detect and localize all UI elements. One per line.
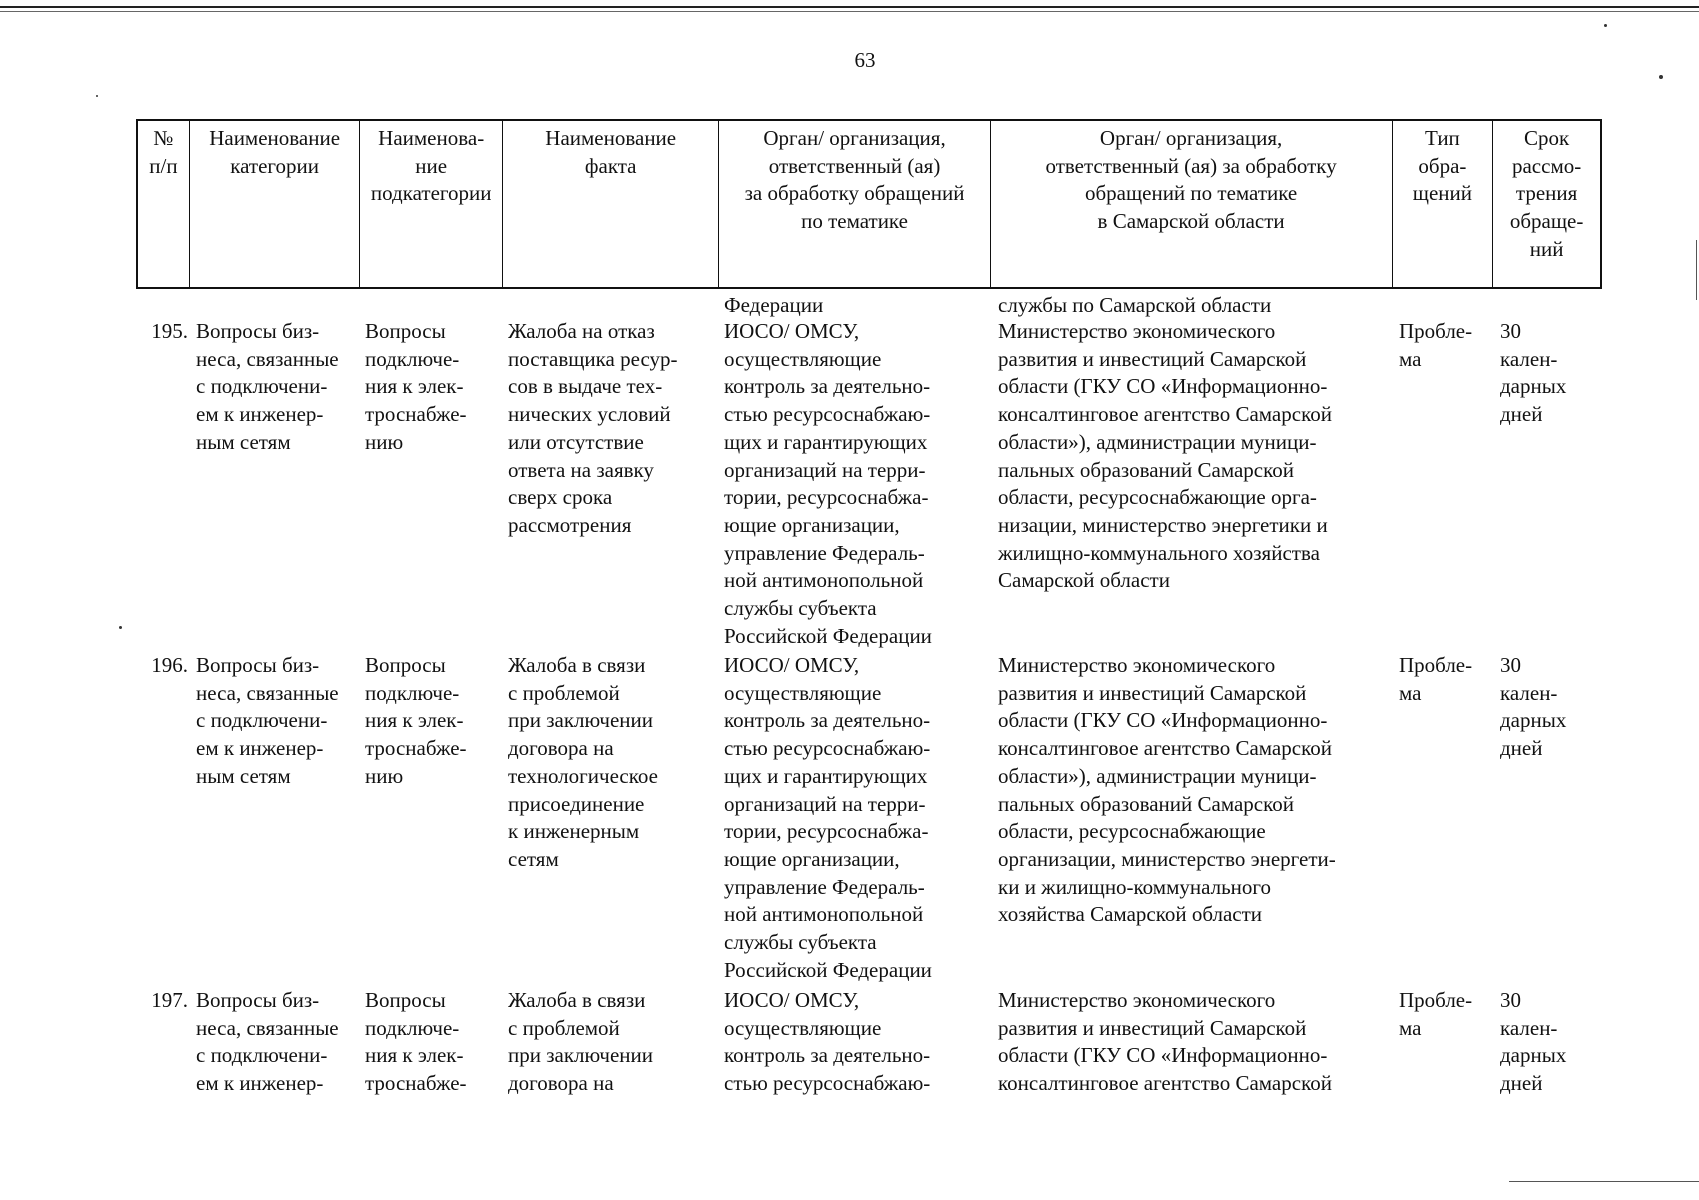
row-number: 197. <box>151 988 188 1012</box>
row-org-federal: ИОСО/ ОМСУ, осуществляющие контроль за деятельно- стью ресурсоснабжаю- <box>724 988 931 1096</box>
row-term: 30 кален- дарных дней <box>1500 988 1567 1096</box>
row-type: Пробле- ма <box>1399 988 1473 1040</box>
row-term: 30 кален- дарных дней <box>1500 319 1567 427</box>
header-subcategory: Наименова- ние подкатегории <box>360 121 503 287</box>
scan-speck <box>1604 24 1607 27</box>
row-org-samara: Министерство экономического развития и инвестиций Самарской области (ГКУ СО «Информационно- консалтинговое агентство Самарской области»), администрации муници- пальных образований Самарской области, ресурсоснабжающие организации, министерство энергети- ки и жилищно-коммунального хозяйства Самарской области <box>998 653 1336 927</box>
table-header <box>136 119 1602 289</box>
scan-speck <box>119 626 122 629</box>
row-fact: Жалоба в связи с проблемой при заключении договора на технологическое присоединение к инженерным сетям <box>508 653 658 871</box>
row-org-federal: ИОСО/ ОМСУ, осуществляющие контроль за деятельно- стью ресурсоснабжаю- щих и гарантирующих организаций на терри- тории, ресурсоснабжа- ющие организации, управление Федераль- ной антимонопольной службы субъекта Российской Федерации <box>724 653 932 982</box>
row-category: Вопросы биз- неса, связанные с подключени- ем к инженер- ным сетям <box>196 319 339 454</box>
top-border-line-thin <box>0 11 1699 12</box>
continuation-org-samara: службы по Самарской области <box>998 293 1272 317</box>
scan-speck <box>96 95 98 97</box>
bottom-edge-line <box>1509 1181 1699 1182</box>
row-subcategory: Вопросы подключе- ния к элек- троснабже- нию <box>365 653 467 788</box>
row-type: Пробле- ма <box>1399 319 1473 371</box>
page-number: 63 <box>854 48 876 72</box>
header-category: Наименование категории <box>190 121 361 287</box>
row-number: 196. <box>151 653 188 677</box>
header-num: № п/п <box>138 121 190 287</box>
top-border-line <box>0 6 1699 8</box>
row-subcategory: Вопросы подключе- ния к элек- троснабже- нию <box>365 319 467 454</box>
row-category: Вопросы биз- неса, связанные с подключени- ем к инженер- <box>196 988 339 1096</box>
header-type: Тип обра- щений <box>1393 121 1494 287</box>
header-org-federal: Орган/ организация, ответственный (ая) за обработку обращений по тематике <box>719 121 990 287</box>
scan-edge-mark <box>1696 240 1697 300</box>
row-org-federal: ИОСО/ ОМСУ, осуществляющие контроль за деятельно- стью ресурсоснабжаю- щих и гарантирующих организаций на терри- тории, ресурсоснабжа- ющие организации, управление Федераль- ной антимонопольной службы субъекта Российской Федерации <box>724 319 932 648</box>
row-category: Вопросы биз- неса, связанные с подключени- ем к инженер- ным сетям <box>196 653 339 788</box>
row-org-samara: Министерство экономического развития и инвестиций Самарской области (ГКУ СО «Информационно- консалтинговое агентство Самарской области»), администрации муници- пальных образований Самарской области, ресурсоснабжающие орга- низации, министерство энергетики и жилищно-коммунального хозяйства Самарской области <box>998 319 1332 593</box>
header-fact: Наименование факта <box>503 121 719 287</box>
row-fact: Жалоба на отказ поставщика ресур- сов в выдаче тех- нических условий или отсутствие ответа на заявку сверх срока рассмотрения <box>508 319 678 537</box>
row-subcategory: Вопросы подключе- ния к элек- троснабже- <box>365 988 467 1096</box>
continuation-org-federal: Федерации <box>724 293 824 317</box>
row-fact: Жалоба в связи с проблемой при заключении договора на <box>508 988 654 1096</box>
header-org-samara: Орган/ организация, ответственный (ая) за обработку обращений по тематике в Самарской области <box>991 121 1393 287</box>
scan-speck <box>1659 75 1663 79</box>
row-org-samara: Министерство экономического развития и инвестиций Самарской области (ГКУ СО «Информационно- консалтинговое агентство Самарской <box>998 988 1332 1096</box>
header-term: Срок рассмо- трения обраще- ний <box>1509 126 1584 261</box>
row-term: 30 кален- дарных дней <box>1500 653 1567 761</box>
row-number: 195. <box>151 319 188 343</box>
row-type: Пробле- ма <box>1399 653 1473 705</box>
